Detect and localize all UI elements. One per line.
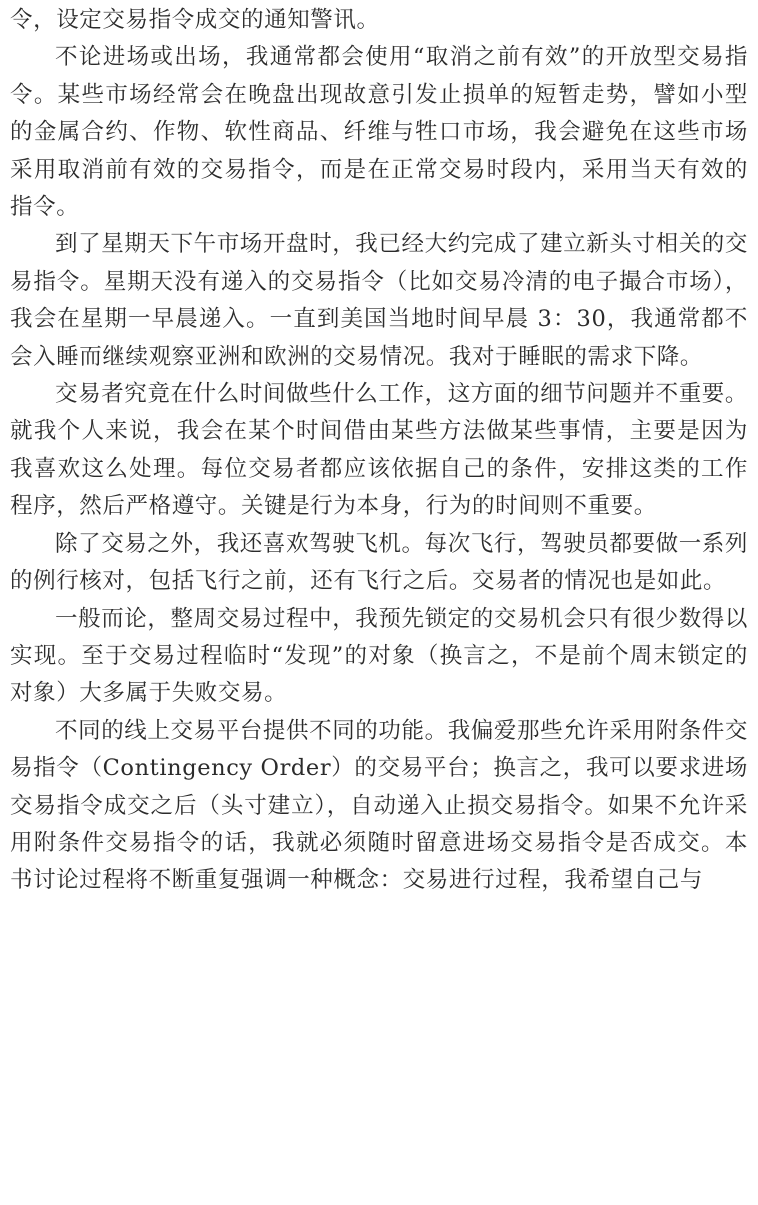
paragraph-work-timing: 交易者究竟在什么时间做些什么工作，这方面的细节问题并不重要。就我个人来说，我会在某个时间借由某些方法做某些事情，主要是因为我喜欢这么处理。每位交易者都应该依据自己的条件，安排这类的工作程序，然后严格遵守。关键是行为本身，行为的时间则不重要。 xyxy=(10,381,749,520)
paragraph-sunday-routine: 到了星期天下午市场开盘时，我已经大约完成了建立新头寸相关的交易指令。星期天没有递入的交易指令（比如交易冷清的电子撮合市场），我会在星期一早晨递入。一直到美国当地时间早晨 3：30，我通常都不会入睡而继续观察亚洲和欧洲的交易情况。我对于睡眠的需求下降。 xyxy=(10,231,749,370)
paragraph-order-types: 不论进场或出场，我通常都会使用“取消之前有效”的开放型交易指令。某些市场经常会在晚盘出现故意引发止损单的短暂走势，譬如小型的金属合约、作物、软性商品、纤维与牲口市场，我会避免在这些市场采用取消前有效的交易指令，而是在正常交易时段内，采用当天有效的指令。 xyxy=(10,44,748,221)
paragraph-flying-analogy: 除了交易之外，我还喜欢驾驶飞机。每次飞行，驾驶员都要做一系列的例行核对，包括飞行之前，还有飞行之后。交易者的情况也是如此。 xyxy=(10,530,749,595)
paragraph-trading-platforms: 不同的线上交易平台提供不同的功能。我偏爱那些允许采用附条件交易指令（Contingency Order）的交易平台；换言之，我可以要求进场交易指令成交之后（头寸建立），自动递入止损交易指令。如果不允许采用附条件交易指令的话，我就必须随时留意进场交易指令是否成交。本书讨论过程将不断重复强调一种概念：交易进行过程，我希望自己与 xyxy=(10,717,749,894)
paragraph-continuation: 令，设定交易指令成交的通知警讯。 xyxy=(10,7,380,33)
paragraph-weekly-opportunities: 一般而论，整周交易过程中，我预先锁定的交易机会只有很少数得以实现。至于交易过程临时“发现”的对象（换言之，不是前个周末锁定的对象）大多属于失败交易。 xyxy=(10,605,749,707)
